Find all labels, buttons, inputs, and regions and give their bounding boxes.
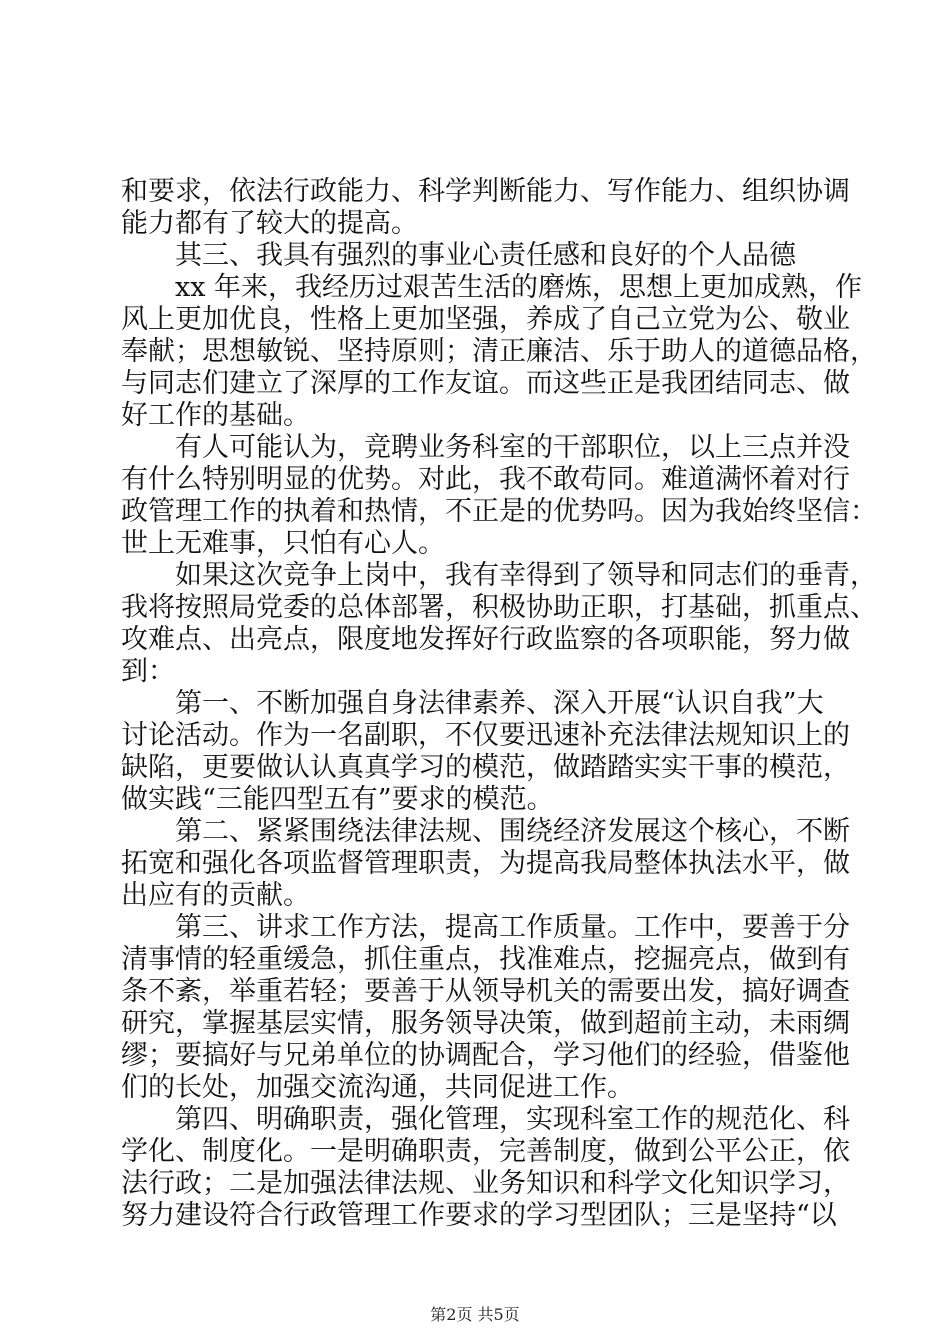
text-line: 讨论活动。作为一名副职，不仅要迅速补充法律法规知识上的 [121,720,850,751]
text-line: 有人可能认为，竞聘业务科室的干部职位，以上三点并没 [175,432,850,463]
text-line: 如果这次竞争上岗中，我有幸得到了领导和同志们的垂青， [175,560,877,591]
text-line: 奉献；思想敏锐、坚持原则；清正廉洁、乐于助人的道德品格， [121,336,877,367]
text-line: 缺陷，更要做认认真真学习的模范，做踏踏实实干事的模范， [121,752,850,783]
text-line: 学化、制度化。一是明确职责，完善制度，做到公平公正，依 [121,1136,850,1167]
text-line: 与同志们建立了深厚的工作友谊。而这些正是我团结同志、做 [121,368,850,399]
text-line: 政管理工作的执着和热情，不正是的优势吗。因为我始终坚信： [121,496,877,527]
text-line: 到： [121,656,175,687]
text-line: 我将按照局党委的总体部署，积极协助正职，打基础，抓重点、 [121,592,877,623]
text-line: 条不紊，举重若轻；要善于从领导机关的需要出发，搞好调查 [121,976,850,1007]
text-line: 世上无难事，只怕有心人。 [121,528,445,559]
text-line: 风上更加优良，性格上更加坚强，养成了自己立党为公、敬业 [121,304,850,335]
text-line: 缪；要搞好与兄弟单位的协调配合，学习他们的经验，借鉴他 [121,1040,850,1071]
text-line: 努力建设符合行政管理工作要求的学习型团队；三是坚持“以 [121,1200,837,1231]
text-line: 能力都有了较大的提高。 [121,208,418,239]
text-line: 做实践“三能四型五有”要求的模范。 [121,784,554,815]
text-line: 好工作的基础。 [121,400,310,431]
text-line: 第一、不断加强自身法律素养、深入开展“认识自我”大 [175,688,824,719]
text-line: 研究，掌握基层实情，服务领导决策，做到超前主动，未雨绸 [121,1008,850,1039]
text-line: 法行政；二是加强法律法规、业务知识和科学文化知识学习， [121,1168,850,1199]
text-line: 第二、紧紧围绕法律法规、围绕经济发展这个核心，不断 [175,816,850,847]
text-line: 攻难点、出亮点，限度地发挥好行政监察的各项职能，努力做 [121,624,850,655]
page-footer: 第2页 共5页 [430,1305,520,1324]
text-line: 拓宽和强化各项监督管理职责，为提高我局整体执法水平，做 [121,848,850,879]
text-line: 出应有的贡献。 [121,880,310,911]
text-line: 清事情的轻重缓急，抓住重点，找准难点，挖掘亮点，做到有 [121,944,850,975]
text-line: 和要求，依法行政能力、科学判断能力、写作能力、组织协调 [121,176,850,207]
text-line: 第三、讲求工作方法，提高工作质量。工作中，要善于分 [175,912,850,943]
text-line: 有什么特别明显的优势。对此，我不敢苟同。难道满怀着对行 [121,464,850,495]
text-line: 第四、明确职责，强化管理，实现科室工作的规范化、科 [175,1104,850,1135]
text-line: 其三、我具有强烈的事业心责任感和良好的个人品德 [175,240,796,271]
text-line: 们的长处，加强交流沟通，共同促进工作。 [121,1072,634,1103]
text-line: xx 年来，我经历过艰苦生活的磨炼，思想上更加成熟，作 [175,272,863,303]
